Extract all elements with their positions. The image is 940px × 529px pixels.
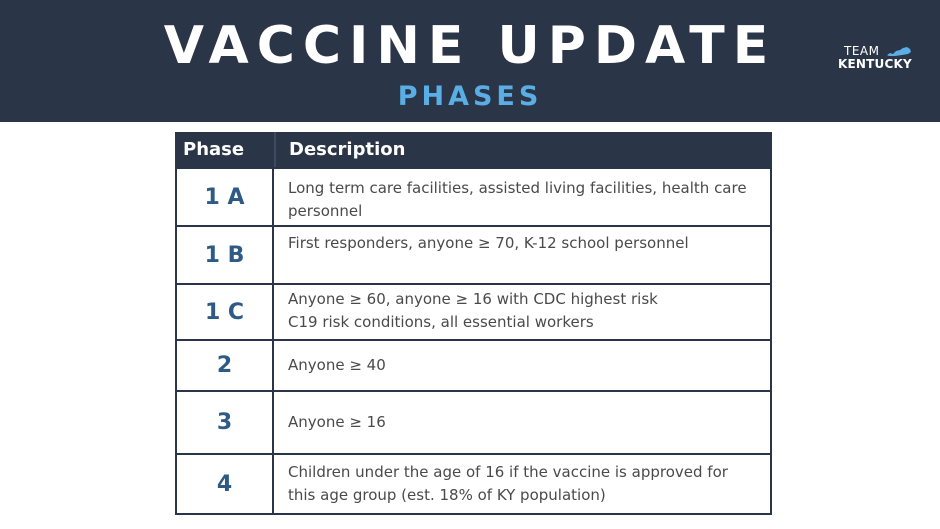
description-cell	[274, 341, 770, 390]
table-row	[177, 390, 770, 453]
column-header-phase: Phase	[183, 139, 245, 160]
kentucky-state-icon	[886, 46, 912, 57]
table-row	[177, 339, 770, 390]
description-line: personnel	[288, 202, 363, 220]
page-subtitle: PHASES	[397, 81, 543, 112]
description-line: C19 risk conditions, all essential workers	[288, 313, 594, 331]
description-cell	[274, 227, 770, 283]
description-line: Anyone ≥ 60, anyone ≥ 16 with CDC highest risk	[288, 290, 658, 308]
logo-line-kentucky: KENTUCKY	[838, 57, 912, 71]
description-line: Anyone ≥ 16	[288, 413, 386, 431]
phases-table	[175, 132, 772, 515]
team-kentucky-logo	[836, 44, 918, 74]
description-line: this age group (est. 18% of KY population)	[288, 486, 606, 504]
description-cell	[274, 392, 770, 453]
phase-cell: 1 C	[177, 285, 274, 339]
description-cell	[274, 455, 770, 513]
table-row	[177, 167, 770, 225]
description-cell	[274, 285, 770, 339]
table-row	[177, 283, 770, 339]
phase-cell: 4	[177, 455, 274, 513]
table-row	[177, 225, 770, 283]
description-line: Long term care facilities, assisted living facilities, health care	[288, 179, 747, 197]
phase-cell: 3	[177, 392, 274, 453]
phase-cell: 1 B	[177, 227, 274, 283]
table-header	[177, 132, 770, 167]
phase-cell: 2	[177, 341, 274, 390]
description-cell	[274, 169, 770, 225]
header-banner	[0, 0, 940, 122]
description-line: First responders, anyone ≥ 70, K-12 school personnel	[288, 234, 689, 252]
table-row	[177, 453, 770, 515]
description-line: Children under the age of 16 if the vaccine is approved for	[288, 463, 728, 481]
page-title: VACCINE UPDATE	[163, 16, 777, 76]
logo-line-team: TEAM	[844, 44, 880, 58]
column-header-description: Description	[289, 139, 406, 160]
phase-cell: 1 A	[177, 169, 274, 225]
description-line: Anyone ≥ 40	[288, 356, 386, 374]
